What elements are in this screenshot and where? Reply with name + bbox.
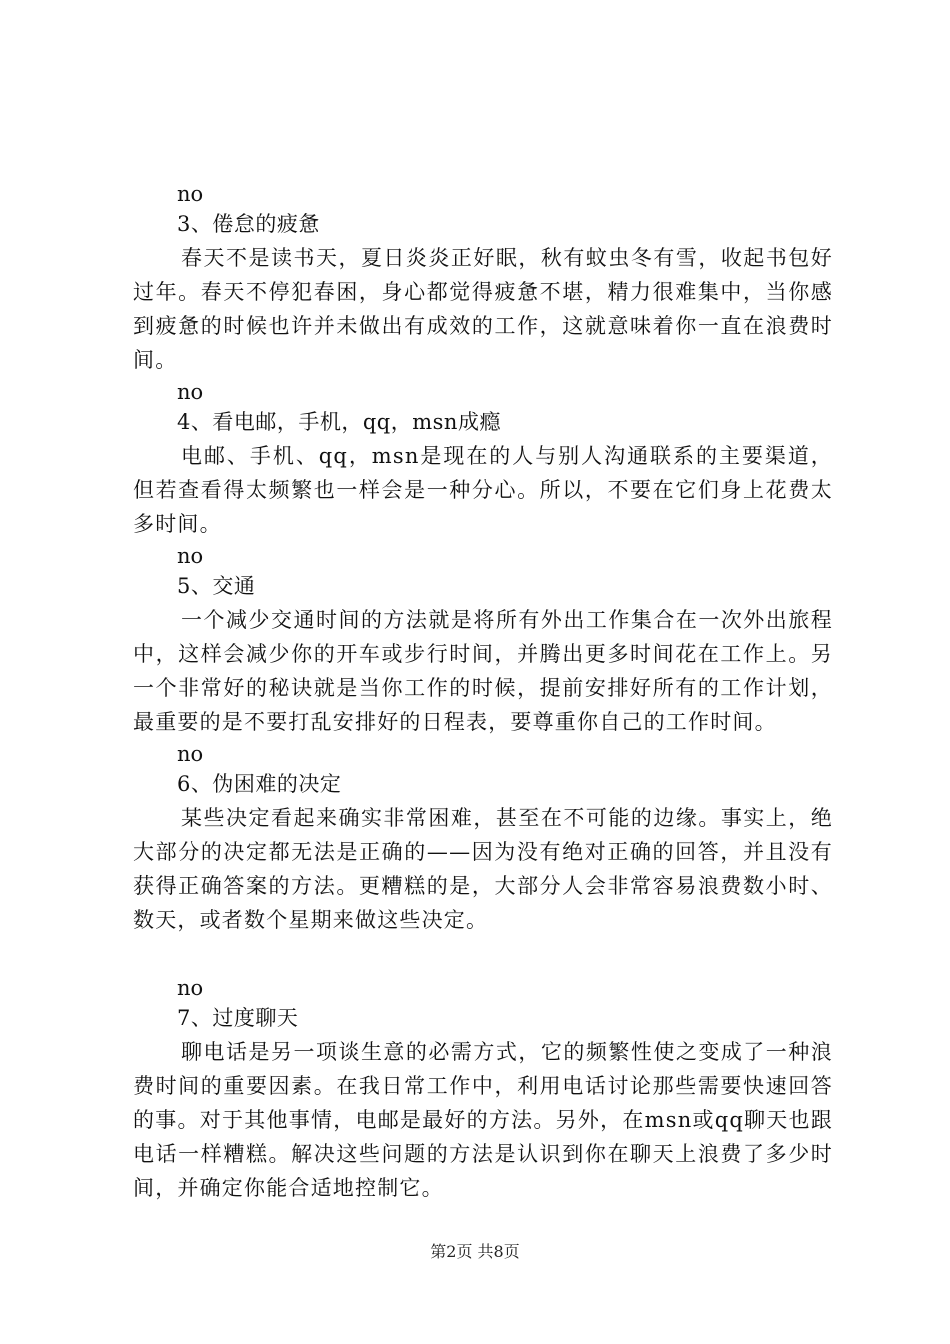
page-number-label: 第2页 共8页 [430, 1242, 520, 1261]
section-paragraph: 某些决定看起来确实非常困难，甚至在不可能的边缘。事实上，绝大部分的决定都无法是正确的——因为没有绝对正确的回答，并且没有获得正确答案的方法。更糟糕的是，大部分人会非常容易浪费数小时、数天，或者数个星期来做这些决定。 [133, 806, 833, 932]
section-heading: 5、交通 [177, 574, 256, 598]
section-heading: 7、过度聊天 [177, 1006, 299, 1030]
section-marker: no [177, 182, 204, 206]
section-7 [133, 973, 833, 1205]
section-heading: 6、伪困难的决定 [177, 772, 342, 796]
section-paragraph: 电邮、手机、qq，msn是现在的人与别人沟通联系的主要渠道，但若查看得太频繁也一样会是一种分心。所以，不要在它们身上花费太多时间。 [133, 444, 833, 536]
section-5 [133, 541, 833, 739]
section-marker: no [177, 544, 204, 568]
section-marker: no [177, 380, 204, 404]
section-heading: 4、看电邮，手机，qq，msn成瘾 [177, 410, 501, 434]
page-footer [0, 1240, 950, 1264]
paragraph-gap [133, 937, 833, 973]
section-4 [133, 377, 833, 541]
section-3 [133, 179, 833, 377]
section-paragraph: 春天不是读书天，夏日炎炎正好眠，秋有蚊虫冬有雪，收起书包好过年。春天不停犯春困，身心都觉得疲惫不堪，精力很难集中，当你感到疲惫的时候也许并未做出有成效的工作，这就意味着你一直在浪费时间。 [133, 246, 833, 372]
document-body [133, 179, 833, 1205]
section-6 [133, 739, 833, 973]
section-paragraph: 聊电话是另一项谈生意的必需方式，它的频繁性使之变成了一种浪费时间的重要因素。在我日常工作中，利用电话讨论那些需要快速回答的事。对于其他事情，电邮是最好的方法。另外，在msn或qq聊天也跟电话一样糟糕。解决这些问题的方法是认识到你在聊天上浪费了多少时间，并确定你能合适地控制它。 [133, 1040, 833, 1200]
section-marker: no [177, 742, 204, 766]
section-paragraph: 一个减少交通时间的方法就是将所有外出工作集合在一次外出旅程中，这样会减少你的开车或步行时间，并腾出更多时间花在工作上。另一个非常好的秘诀就是当你工作的时候，提前安排好所有的工作计划，最重要的是不要打乱安排好的日程表，要尊重你自己的工作时间。 [133, 608, 833, 734]
section-heading: 3、倦怠的疲惫 [177, 212, 320, 236]
section-marker: no [177, 976, 204, 1000]
